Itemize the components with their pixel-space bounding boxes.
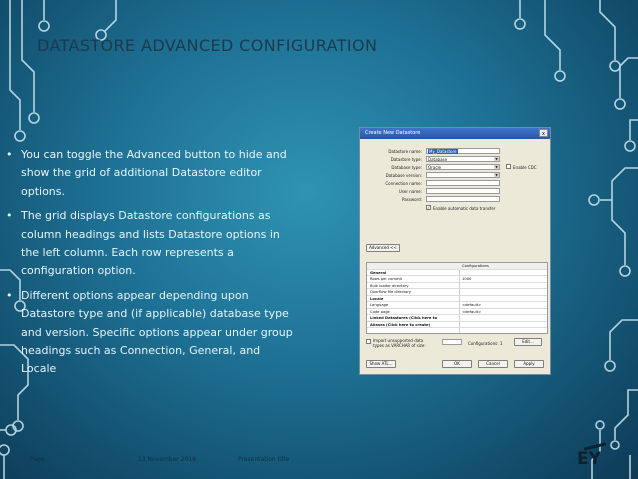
footer-presentation-title: Presentation title — [238, 456, 290, 463]
create-datastore-dialog — [359, 127, 551, 375]
password-input[interactable] — [426, 196, 500, 202]
connection-name-label: Connection name: — [385, 181, 422, 186]
configurations-count-label: Configurations: 1 — [468, 341, 503, 346]
database-version-select[interactable] — [426, 172, 500, 178]
ey-logo: EY — [577, 449, 601, 469]
footer-page: Page — [30, 456, 45, 463]
user-name-input[interactable] — [426, 188, 500, 194]
enable-auto-transfer-checkbox[interactable]: ✓ — [427, 205, 431, 210]
grid-row[interactable]: Code page <default> — [367, 309, 547, 316]
import-unsupported-label: Import unsupported data types as VARCHAR of size: — [373, 338, 426, 348]
database-version-label: Database version: — [385, 173, 422, 178]
bullet-dot-icon: • — [6, 148, 13, 161]
close-icon[interactable]: x — [539, 129, 548, 137]
dialog-title-bar — [360, 128, 550, 139]
grid-row[interactable]: Rows per commit 1000 — [367, 276, 547, 283]
chevron-down-icon: ▼ — [495, 157, 498, 161]
slide-title: DATASTORE ADVANCED CONFIGURATION — [37, 36, 378, 55]
dialog-title: Create New Datastore — [365, 130, 421, 136]
bullet-list — [6, 146, 296, 385]
datastore-type-label: Datastore type: — [390, 157, 422, 162]
bullet-item: • Different options appear depending upon Datastore type and (if applicable) database type and version. Specific options appear under group headings such as Connection, General, and Locale — [6, 288, 293, 376]
ok-button[interactable]: OK — [442, 360, 472, 368]
grid-row[interactable]: Bulk loader directory — [367, 283, 547, 290]
grid-row[interactable]: Aliases (Click here to create) — [367, 322, 547, 329]
datastore-type-select[interactable]: Database ▼ — [426, 156, 500, 162]
enable-auto-transfer-label: Enable automatic data transfer — [433, 206, 496, 211]
database-type-select[interactable]: Oracle ▼ — [426, 164, 500, 170]
grid-column-header: Configurations — [462, 264, 489, 268]
grid-row[interactable]: Linked Datastores (Click here to — [367, 315, 547, 322]
password-label: Password: — [401, 197, 422, 202]
grid-row[interactable]: Locale — [367, 296, 547, 303]
varchar-size-input[interactable] — [442, 339, 462, 345]
grid-row[interactable]: General — [367, 270, 547, 277]
footer-date: 13 November 2019 — [138, 456, 196, 463]
apply-button[interactable]: Apply — [514, 360, 544, 368]
chevron-down-icon: ▼ — [495, 165, 498, 169]
enable-cdc-label: Enable CDC — [513, 165, 537, 170]
bullet-item: • You can toggle the Advanced button to hide and show the grid of additional Datastore editor options. — [6, 148, 287, 198]
datastore-name-input[interactable]: My_Datastore — [426, 148, 500, 154]
bullet-dot-icon: • — [6, 288, 13, 302]
chevron-down-icon: ▼ — [495, 173, 498, 177]
cancel-button[interactable]: Cancel — [478, 360, 508, 368]
datastore-name-label: Datastore name: — [388, 149, 422, 154]
grid-row[interactable]: Language <default> — [367, 302, 547, 309]
import-unsupported-checkbox[interactable] — [366, 339, 371, 344]
bullet-dot-icon: • — [6, 209, 13, 223]
user-name-label: User name: — [398, 189, 422, 194]
grid-row[interactable]: Overflow file directory — [367, 289, 547, 296]
bullet-item: • The grid displays Datastore configurations as column headings and lists Datastore options in the left column. Each row represents a configuration option. — [6, 209, 280, 278]
advanced-button[interactable]: Advanced << — [366, 244, 400, 252]
database-type-label: Database type: — [391, 165, 422, 170]
enable-cdc-checkbox[interactable] — [506, 164, 511, 169]
connection-name-input[interactable] — [426, 180, 500, 186]
show-atl-button[interactable]: Show ATL... — [366, 360, 396, 368]
configuration-grid — [366, 262, 548, 334]
edit-button[interactable]: Edit... — [514, 338, 542, 346]
